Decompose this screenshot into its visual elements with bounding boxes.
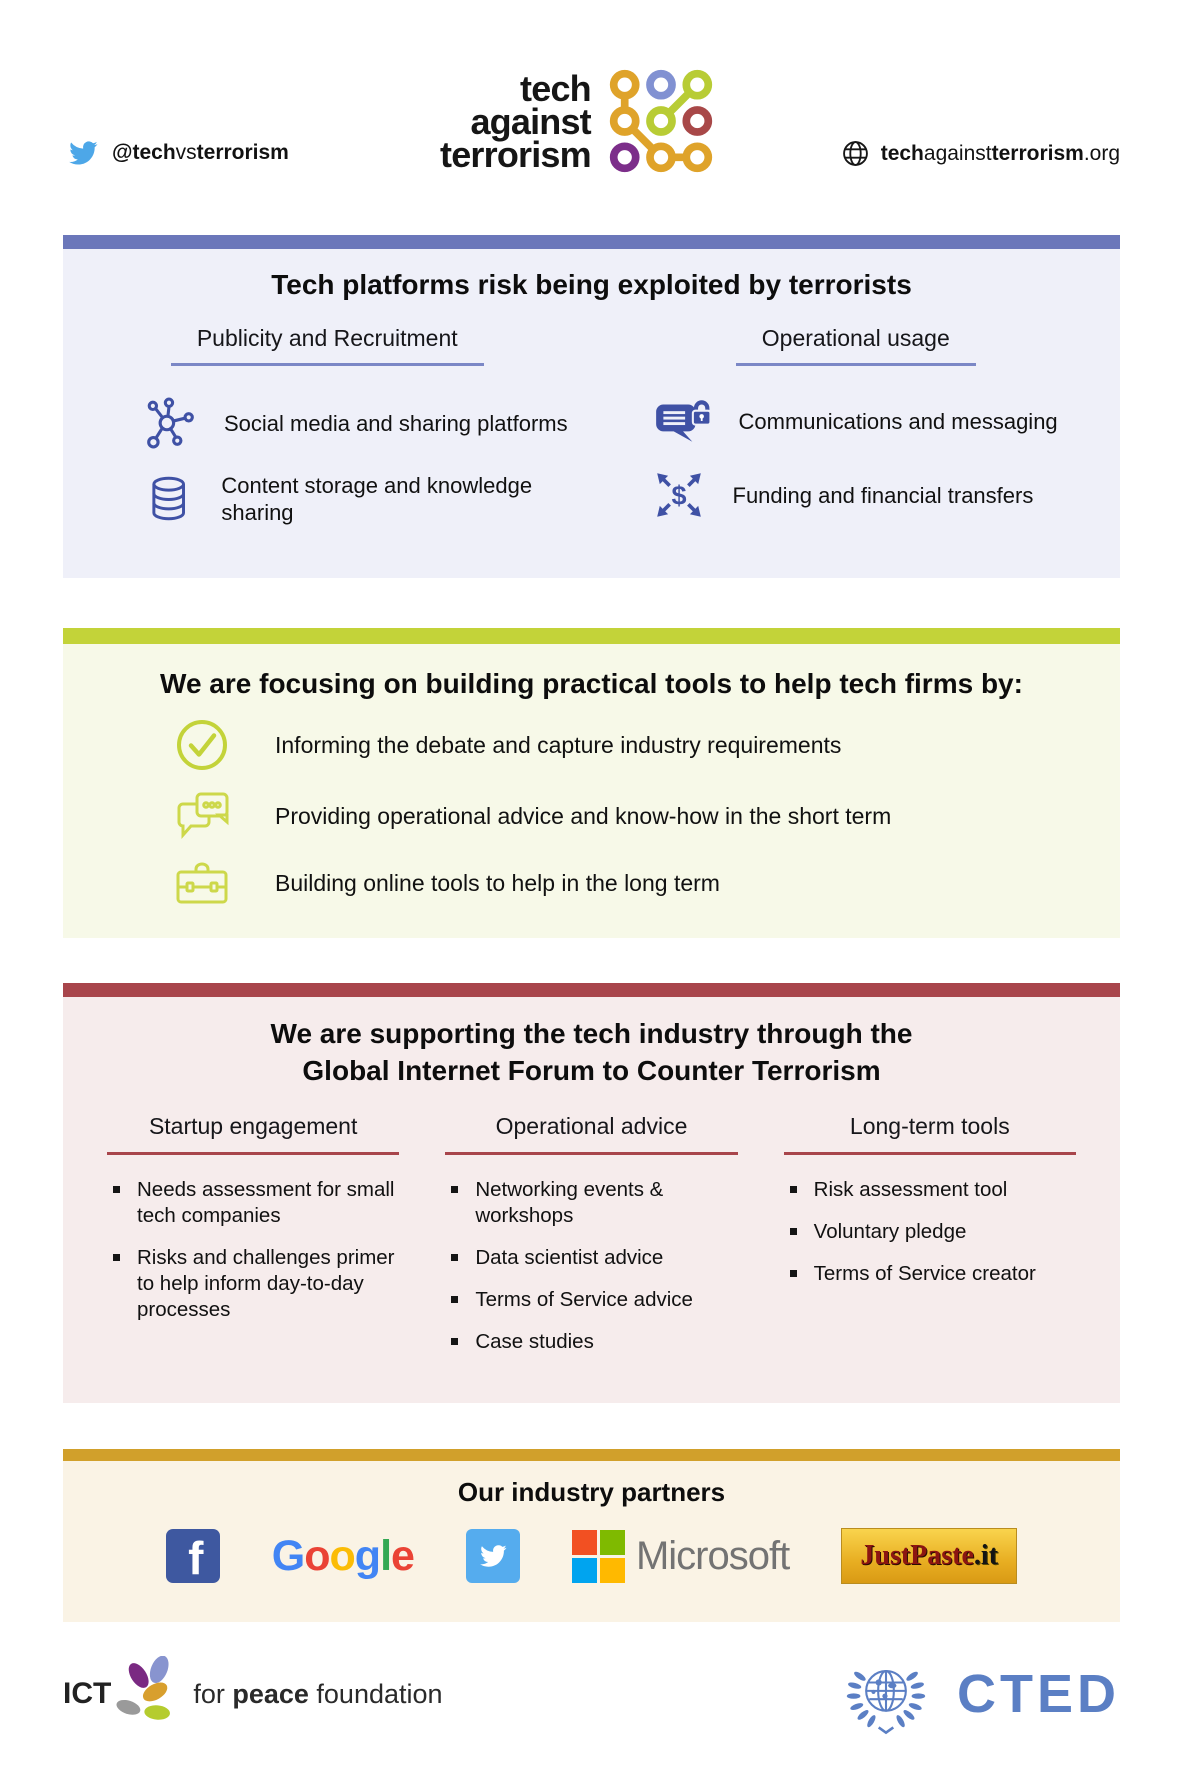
un-emblem-icon bbox=[839, 1647, 933, 1741]
section-gifct bbox=[63, 983, 1120, 1403]
facebook-letter: f bbox=[188, 1532, 204, 1584]
column-publicity-items bbox=[63, 374, 592, 526]
ict-wordmark bbox=[193, 1679, 442, 1710]
list-item-text: Informing the debate and capture industry requirements bbox=[275, 731, 842, 758]
section-tools-body bbox=[63, 644, 1120, 938]
cted-logo[interactable] bbox=[839, 1647, 1120, 1741]
column-advice-header: Operational advice bbox=[445, 1113, 737, 1155]
brand-line-3: terrorism bbox=[440, 133, 591, 175]
secure-messaging-icon bbox=[652, 396, 712, 446]
brand-node-grid-icon bbox=[606, 66, 716, 176]
column-startup-bullets bbox=[97, 1177, 409, 1339]
twitter-bird-icon bbox=[476, 1542, 510, 1570]
twitter-logo[interactable] bbox=[466, 1529, 520, 1583]
list-item bbox=[63, 396, 592, 450]
section-risk bbox=[63, 235, 1120, 578]
ict-part-for: for bbox=[193, 1678, 233, 1709]
ict-abbr: ICT bbox=[63, 1677, 112, 1710]
section-risk-bar bbox=[63, 235, 1120, 249]
ict-peace-logo[interactable] bbox=[63, 1656, 443, 1732]
google-letter: o bbox=[304, 1531, 330, 1580]
list-item bbox=[63, 859, 1120, 907]
list-item bbox=[63, 790, 1120, 842]
section-tools-title: We are focusing on building practical tools to help tech firms by: bbox=[160, 668, 1023, 699]
footer bbox=[63, 1638, 1120, 1750]
microsoft-wordmark: Microsoft bbox=[635, 1533, 790, 1578]
list-item-text: Content storage and knowledge sharing bbox=[221, 473, 533, 525]
column-startup-engagement bbox=[97, 1113, 409, 1371]
column-operational bbox=[592, 325, 1121, 526]
list-item bbox=[63, 472, 592, 526]
handle-part-reg: vs bbox=[175, 141, 197, 164]
gifct-title-line2: Global Internet Forum to Counter Terrorism bbox=[302, 1055, 881, 1086]
database-icon bbox=[143, 472, 194, 526]
site-part-bold2: terrorism bbox=[991, 141, 1084, 165]
list-item bbox=[592, 468, 1121, 522]
justpaste-logo[interactable] bbox=[841, 1528, 1017, 1584]
google-letter: e bbox=[391, 1531, 414, 1580]
partners-row bbox=[63, 1528, 1120, 1584]
section-partners bbox=[63, 1449, 1120, 1622]
justpaste-suffix: .it bbox=[973, 1540, 999, 1571]
gifct-title-line1: We are supporting the tech industry through the bbox=[270, 1018, 913, 1049]
column-operational-header: Operational usage bbox=[736, 325, 976, 366]
column-operational-items bbox=[592, 374, 1121, 522]
section-partners-body bbox=[63, 1461, 1120, 1622]
microsoft-grid-icon bbox=[572, 1530, 625, 1583]
handle-part-bold1: @tech bbox=[112, 141, 176, 164]
list-item bbox=[63, 717, 1120, 773]
site-part-reg2: .org bbox=[1083, 141, 1120, 165]
column-tools-bullets bbox=[774, 1177, 1086, 1303]
twitter-handle-link[interactable] bbox=[65, 138, 289, 168]
bullet-item: Networking events & workshops bbox=[449, 1177, 747, 1229]
section-gifct-bar bbox=[63, 983, 1120, 997]
ict-leaves-icon bbox=[113, 1656, 189, 1732]
website-link[interactable] bbox=[842, 140, 1120, 167]
column-tools-header: Long-term tools bbox=[784, 1113, 1076, 1155]
bullet-item: Case studies bbox=[449, 1329, 747, 1355]
globe-icon bbox=[842, 140, 869, 167]
website-text bbox=[881, 142, 1120, 166]
section-gifct-title bbox=[63, 997, 1120, 1089]
gifct-columns bbox=[63, 1113, 1120, 1371]
bullet-item: Voluntary pledge bbox=[788, 1219, 1086, 1245]
section-tools-bar bbox=[63, 628, 1120, 644]
cted-wordmark: CTED bbox=[957, 1664, 1120, 1724]
bullet-item: Terms of Service advice bbox=[449, 1287, 747, 1313]
svg-text:$: $ bbox=[670, 480, 687, 511]
bullet-item: Risks and challenges primer to help inform day-to-day processes bbox=[111, 1245, 409, 1323]
bullet-item: Needs assessment for small tech companies bbox=[111, 1177, 409, 1229]
list-item-text: Funding and financial transfers bbox=[732, 482, 1034, 508]
site-part-bold1: tech bbox=[880, 141, 924, 165]
network-icon bbox=[143, 396, 197, 450]
list-item-text: Providing operational advice and know-how in the short term bbox=[275, 802, 892, 829]
google-letter: G bbox=[271, 1531, 305, 1580]
column-publicity bbox=[63, 325, 592, 526]
site-part-reg1: against bbox=[923, 141, 992, 165]
risk-columns bbox=[63, 325, 1120, 526]
brand-line-2: against bbox=[470, 100, 591, 142]
google-letter: o bbox=[329, 1531, 355, 1580]
microsoft-logo[interactable] bbox=[572, 1530, 789, 1583]
section-gifct-body bbox=[63, 997, 1120, 1403]
bullet-item: Risk assessment tool bbox=[788, 1177, 1086, 1203]
ict-part-peace: peace bbox=[232, 1678, 309, 1709]
list-item bbox=[592, 396, 1121, 446]
handle-part-bold2: terrorism bbox=[196, 141, 289, 164]
twitter-bird-icon bbox=[65, 138, 101, 168]
twitter-handle-text bbox=[112, 141, 289, 165]
section-risk-title: Tech platforms risk being exploited by terrorists bbox=[271, 269, 912, 300]
justpaste-main: JustPaste bbox=[860, 1540, 974, 1571]
toolbox-icon bbox=[173, 859, 231, 907]
check-circle-icon bbox=[173, 717, 231, 773]
bullet-item: Terms of Service creator bbox=[788, 1261, 1086, 1287]
list-item-text: Social media and sharing platforms bbox=[224, 410, 568, 436]
brand-line-1: tech bbox=[520, 67, 591, 109]
chat-bubbles-icon bbox=[173, 790, 231, 842]
google-letter: l bbox=[380, 1531, 392, 1580]
list-item-text: Building online tools to help in the long term bbox=[275, 869, 720, 896]
column-startup-header: Startup engagement bbox=[107, 1113, 399, 1155]
google-logo[interactable] bbox=[272, 1532, 414, 1581]
ict-part-foundation: foundation bbox=[308, 1678, 443, 1709]
money-transfer-icon bbox=[652, 468, 706, 522]
column-advice-bullets bbox=[435, 1177, 747, 1371]
column-publicity-header: Publicity and Recruitment bbox=[171, 325, 484, 366]
column-operational-advice bbox=[435, 1113, 747, 1371]
facebook-logo[interactable] bbox=[166, 1529, 220, 1583]
column-long-term-tools bbox=[774, 1113, 1086, 1371]
bullet-item: Data scientist advice bbox=[449, 1245, 747, 1271]
section-partners-title: Our industry partners bbox=[457, 1477, 726, 1507]
google-letter: g bbox=[354, 1531, 381, 1580]
brand-wordmark bbox=[440, 67, 591, 175]
section-risk-body bbox=[63, 249, 1120, 578]
list-item-text: Communications and messaging bbox=[738, 408, 1058, 434]
brand-logo bbox=[440, 66, 716, 176]
section-tools bbox=[63, 628, 1120, 938]
section-partners-bar bbox=[63, 1449, 1120, 1461]
